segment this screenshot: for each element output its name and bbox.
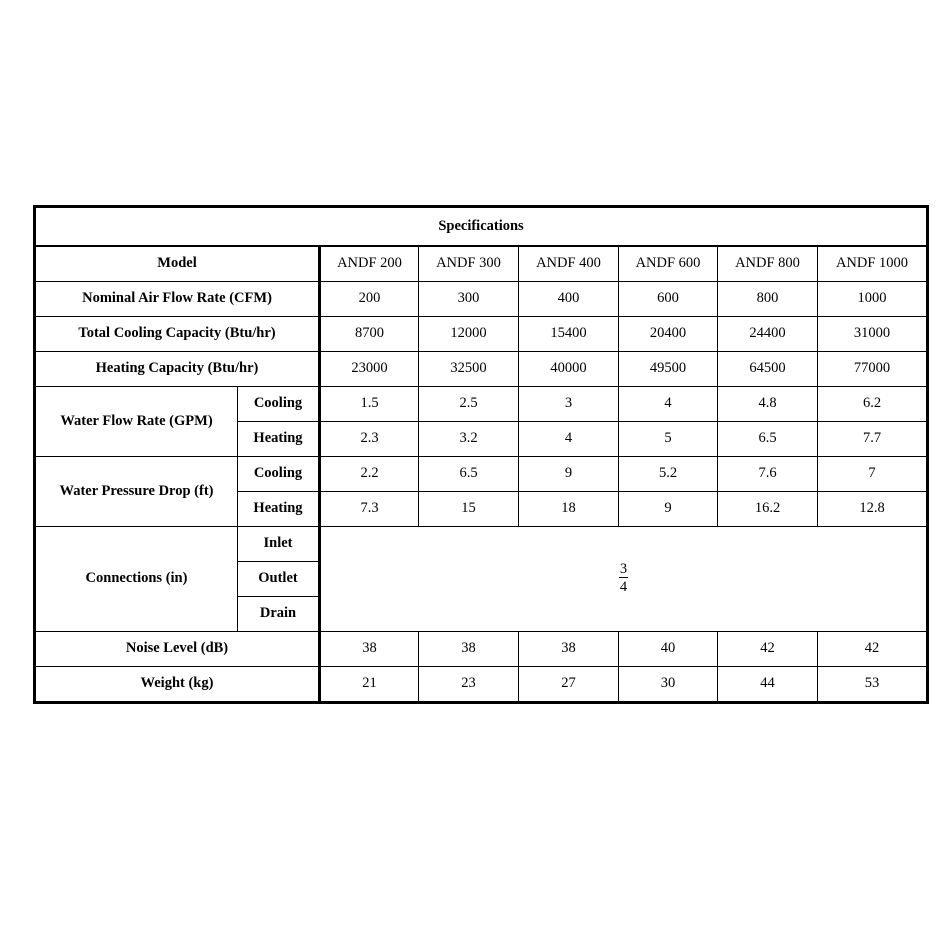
table-cell: 9 (619, 492, 718, 527)
noise-label: Noise Level (dB) (35, 632, 320, 667)
weight-row (35, 667, 928, 703)
table-cell: 21 (320, 667, 419, 703)
water-flow-cooling-row (35, 387, 928, 422)
connections-outlet-label: Outlet (238, 562, 320, 597)
weight-label: Weight (kg) (35, 667, 320, 703)
table-cell: 15 (419, 492, 519, 527)
table-cell: 15400 (519, 317, 619, 352)
model-cell: ANDF 600 (619, 246, 718, 282)
table-cell: 49500 (619, 352, 718, 387)
table-cell: 9 (519, 457, 619, 492)
connections-value (320, 527, 928, 632)
table-cell: 12000 (419, 317, 519, 352)
table-cell: 8700 (320, 317, 419, 352)
table-cell: 23 (419, 667, 519, 703)
table-cell: 38 (519, 632, 619, 667)
pressure-drop-cooling-label: Cooling (238, 457, 320, 492)
table-cell: 6.5 (419, 457, 519, 492)
model-row (35, 246, 928, 282)
table-cell: 4 (619, 387, 718, 422)
heating-capacity-label: Heating Capacity (Btu/hr) (35, 352, 320, 387)
model-cell: ANDF 400 (519, 246, 619, 282)
table-cell: 12.8 (818, 492, 928, 527)
fraction-denominator: 4 (619, 579, 628, 596)
water-flow-heating-label: Heating (238, 422, 320, 457)
table-cell: 30 (619, 667, 718, 703)
table-cell: 23000 (320, 352, 419, 387)
table-cell: 6.2 (818, 387, 928, 422)
table-cell: 38 (320, 632, 419, 667)
title-row (35, 207, 928, 247)
connections-label: Connections (in) (35, 527, 238, 632)
model-cell: ANDF 200 (320, 246, 419, 282)
table-cell: 3.2 (419, 422, 519, 457)
table-cell: 16.2 (718, 492, 818, 527)
connections-drain-label: Drain (238, 597, 320, 632)
table-cell: 4 (519, 422, 619, 457)
table-cell: 4.8 (718, 387, 818, 422)
table-cell: 5.2 (619, 457, 718, 492)
heating-capacity-row (35, 352, 928, 387)
table-title: Specifications (35, 207, 928, 247)
model-cell: ANDF 800 (718, 246, 818, 282)
air-flow-row (35, 282, 928, 317)
table-cell: 1000 (818, 282, 928, 317)
table-cell: 7.3 (320, 492, 419, 527)
connections-inlet-label: Inlet (238, 527, 320, 562)
table-cell: 7.7 (818, 422, 928, 457)
table-cell: 64500 (718, 352, 818, 387)
table-cell: 20400 (619, 317, 718, 352)
table-cell: 42 (718, 632, 818, 667)
table-cell: 77000 (818, 352, 928, 387)
table-cell: 32500 (419, 352, 519, 387)
pressure-drop-heating-label: Heating (238, 492, 320, 527)
table-cell: 2.5 (419, 387, 519, 422)
table-cell: 7.6 (718, 457, 818, 492)
table-cell: 300 (419, 282, 519, 317)
air-flow-label: Nominal Air Flow Rate (CFM) (35, 282, 320, 317)
pressure-drop-cooling-row (35, 457, 928, 492)
table-cell: 800 (718, 282, 818, 317)
table-cell: 40000 (519, 352, 619, 387)
table-cell: 200 (320, 282, 419, 317)
model-cell: ANDF 1000 (818, 246, 928, 282)
table-cell: 31000 (818, 317, 928, 352)
table-cell: 2.3 (320, 422, 419, 457)
noise-row (35, 632, 928, 667)
table-cell: 2.2 (320, 457, 419, 492)
fraction-numerator: 3 (619, 560, 628, 577)
connections-fraction (619, 562, 628, 595)
cooling-capacity-label: Total Cooling Capacity (Btu/hr) (35, 317, 320, 352)
table-cell: 42 (818, 632, 928, 667)
pressure-drop-label: Water Pressure Drop (ft) (35, 457, 238, 527)
table-cell: 7 (818, 457, 928, 492)
water-flow-cooling-label: Cooling (238, 387, 320, 422)
table-cell: 38 (419, 632, 519, 667)
table-cell: 44 (718, 667, 818, 703)
table-cell: 400 (519, 282, 619, 317)
table-cell: 40 (619, 632, 718, 667)
connections-inlet-row (35, 527, 928, 562)
table-cell: 3 (519, 387, 619, 422)
model-cell: ANDF 300 (419, 246, 519, 282)
table-cell: 6.5 (718, 422, 818, 457)
specifications-table (33, 205, 929, 704)
table-cell: 18 (519, 492, 619, 527)
water-flow-label: Water Flow Rate (GPM) (35, 387, 238, 457)
table-cell: 1.5 (320, 387, 419, 422)
table-cell: 600 (619, 282, 718, 317)
table-cell: 24400 (718, 317, 818, 352)
cooling-capacity-row (35, 317, 928, 352)
table-cell: 53 (818, 667, 928, 703)
table-cell: 5 (619, 422, 718, 457)
model-label: Model (35, 246, 320, 282)
table-cell: 27 (519, 667, 619, 703)
